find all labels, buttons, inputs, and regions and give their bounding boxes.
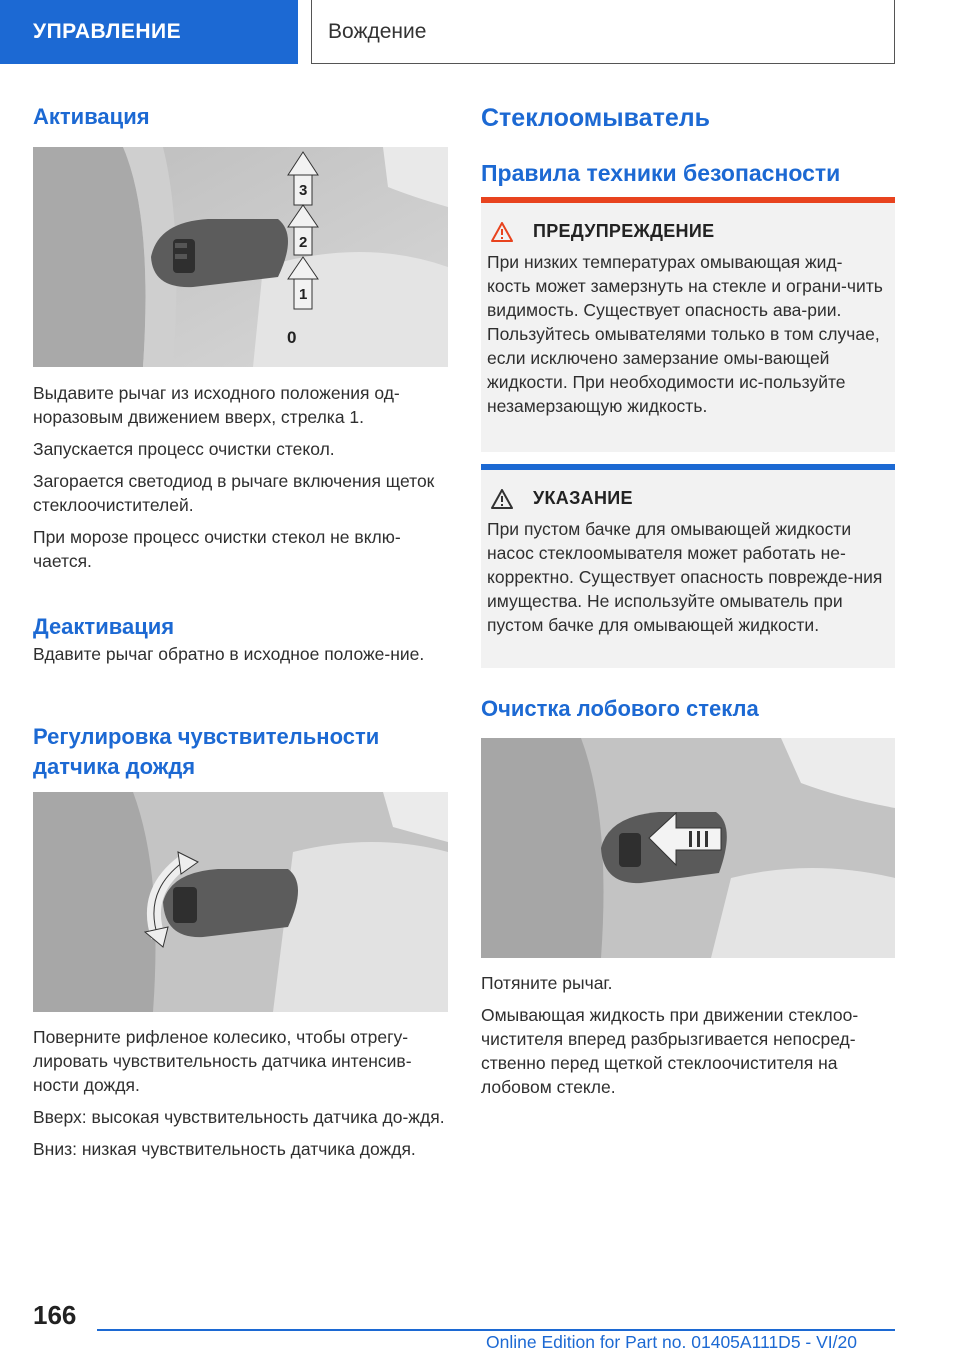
wiper-lever-activation-figure	[33, 147, 448, 367]
warning-title: ПРЕДУПРЕЖДЕНИЕ	[533, 221, 715, 241]
safety-heading-block	[481, 158, 895, 188]
sensitivity-text-2: Вверх: высокая чувствительность датчика до-ждя.	[33, 1107, 445, 1127]
safety-title: Правила техники безопасности	[481, 160, 841, 186]
windscreen-wash-illustration	[481, 738, 895, 958]
chapter-title: Вождение	[311, 0, 895, 64]
figure-label-2: 2	[299, 234, 308, 251]
sensitivity-text-block	[33, 1025, 448, 1161]
activation-step-1: Выдавите рычаг из исходного положения од-норазовым движением вверх, стрелка 1.	[33, 383, 400, 427]
warning-box	[481, 203, 895, 452]
warning-triangle-icon	[491, 222, 513, 242]
wiper-lever-activation-illustration	[33, 147, 448, 367]
deactivation-title: Деактивация	[33, 614, 175, 639]
notice-header	[491, 488, 885, 509]
warning-header	[491, 221, 885, 242]
page-number: 166	[33, 1300, 77, 1330]
windscreen-title: Очистка лобового стекла	[481, 696, 759, 721]
windscreen-heading-block	[481, 694, 895, 724]
activation-title: Активация	[33, 104, 150, 129]
sensitivity-heading-block	[33, 722, 448, 782]
activation-step-4: При морозе процесс очистки стекол не вклю-чается.	[33, 527, 401, 571]
notice-title: УКАЗАНИЕ	[533, 488, 633, 508]
notice-triangle-icon	[491, 489, 513, 509]
sensitivity-text-3: Вниз: низкая чувствительность датчика дождя.	[33, 1139, 416, 1159]
windscreen-text-2: Омывающая жидкость при движении стеклоо-чистителя вперед разбрызгивается непосред-ственно перед щеткой стеклоочистителя на лобовом стекле.	[481, 1005, 859, 1097]
windscreen-text-block	[481, 971, 895, 1099]
deactivation-block	[33, 612, 448, 666]
sensitivity-title: Регулировка чувствительности датчика дождя	[33, 724, 380, 779]
sensitivity-text-1: Поверните рифленое колесико, чтобы отрегу-лировать чувствительность датчика интенсив-ности дождя.	[33, 1027, 412, 1095]
figure-label-0: 0	[287, 328, 297, 347]
rain-sensor-wheel-illustration	[33, 792, 448, 1012]
activation-step-3: Загорается светодиод в рычаге включения щеток стеклоочистителей.	[33, 471, 435, 515]
deactivation-text: Вдавите рычаг обратно в исходное положе-ние.	[33, 644, 425, 664]
activation-heading-block	[33, 102, 448, 132]
footer-divider	[97, 1329, 895, 1331]
figure-label-3: 3	[299, 182, 308, 199]
activation-text-block	[33, 381, 448, 573]
warning-text: При низких температурах омывающая жид-кость может замерзнуть на стекле и ограни-чить видимость. Существует опасность ава-рии. Пользуйтесь омывателями только в том случае, если исключено замерзание омы-вающей жидкости. При необходимости ис-пользуйте незамерзающую жидкость.	[487, 252, 883, 416]
windscreen-wash-figure	[481, 738, 895, 958]
figure-label-1: 1	[299, 286, 308, 303]
washer-title: Стеклоомыватель	[481, 104, 710, 132]
activation-step-2: Запускается процесс очистки стекол.	[33, 439, 335, 459]
notice-box	[481, 470, 895, 668]
rain-sensor-wheel-figure	[33, 792, 448, 1012]
notice-text: При пустом бачке для омывающей жидкости насос стеклоомывателя может работать не-корректно. Существует опасность поврежде-ния имущества. Не используйте омыватель при пустом бачке для омывающей жидкости.	[487, 519, 883, 635]
washer-heading-block	[481, 102, 895, 134]
edition-footer: Online Edition for Part no. 01405A111D5 - VI/20	[486, 1332, 857, 1352]
windscreen-text-1: Потяните рычаг.	[481, 973, 613, 993]
section-tab: УПРАВЛЕНИЕ	[0, 0, 298, 64]
